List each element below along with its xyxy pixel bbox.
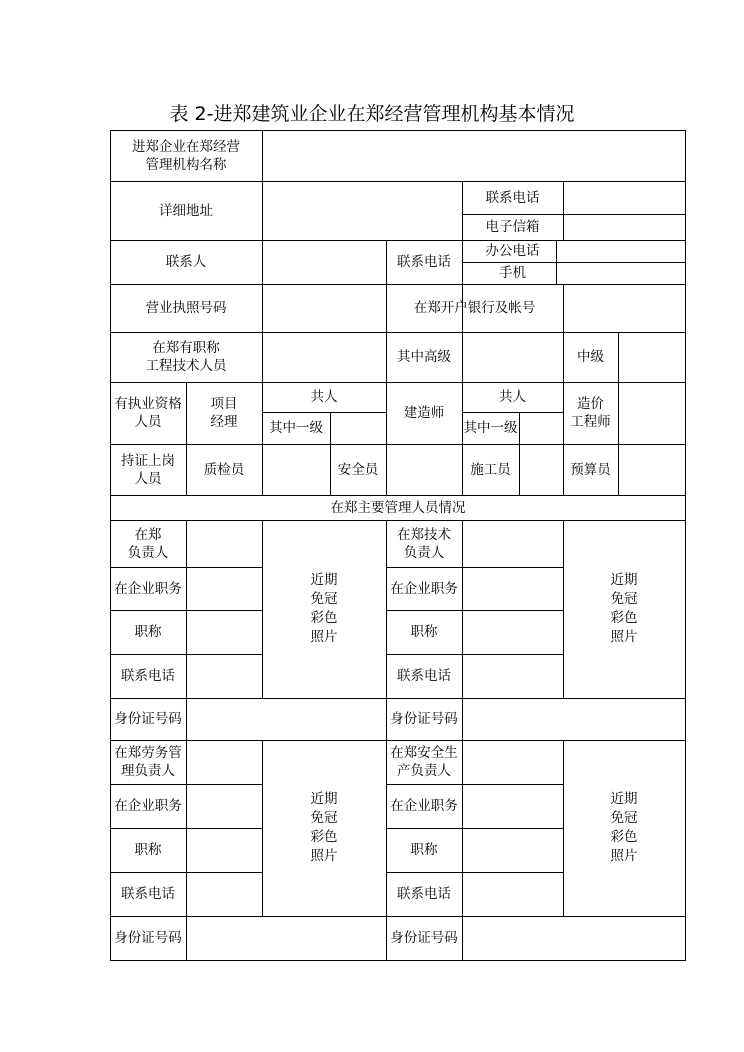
mobile-label: 手机: [499, 265, 526, 281]
title-label: 职称: [134, 842, 162, 858]
safety-label: 安全员: [337, 461, 379, 478]
senior-label: 其中高级: [397, 349, 451, 365]
tech-staff-label: 在郑有职称 工程技术人员: [145, 340, 227, 374]
col-line: [462, 520, 463, 698]
col-line: [186, 520, 187, 698]
col-line: [186, 698, 187, 961]
id-number-label: 身份证号码: [114, 930, 182, 946]
contact-label: 联系人: [165, 254, 207, 270]
office-phone-label: 办公电话: [485, 243, 540, 259]
cost-engineer-label: 造价 工程师: [570, 396, 611, 430]
title-label: 职称: [410, 624, 438, 640]
photo-placeholder: 近期 免冠 彩色 照片: [610, 791, 638, 864]
title-label: 职称: [410, 842, 438, 858]
table-border: [110, 960, 686, 961]
builder-label: 施工员: [470, 461, 511, 478]
id-number-label: 身份证号码: [114, 711, 182, 727]
col-line: [618, 332, 619, 495]
position-label: 在企业职务: [114, 798, 182, 814]
license-label: 营业执照号码: [145, 300, 227, 316]
qualified-label: 有执业资格 人员: [114, 396, 182, 430]
photo-placeholder: 近期 免冠 彩色 照片: [610, 572, 638, 645]
id-number-label: 身份证号码: [390, 711, 458, 727]
table-border: [685, 130, 686, 961]
email-label: 电子信箱: [485, 219, 540, 235]
page-title: 表 2-进郑建筑业企业在郑经营管理机构基本情况: [169, 103, 575, 125]
middle-label: 中级: [577, 349, 604, 365]
budget-label: 预算员: [570, 461, 611, 478]
certified-label: 持证上岗 人员: [121, 452, 175, 487]
role-label: 在郑劳务管 理负责人: [114, 745, 182, 779]
photo-placeholder: 近期 免冠 彩色 照片: [310, 572, 338, 645]
total-people-1: 共人: [310, 389, 338, 405]
position-label: 在企业职务: [390, 580, 458, 597]
position-label: 在企业职务: [114, 580, 182, 597]
role-label: 在郑安全生 产负责人: [390, 745, 458, 779]
constructor-label: 建造师: [403, 405, 445, 421]
phone-label: 联系电话: [121, 668, 175, 684]
col-line: [563, 284, 564, 332]
qc-label: 质检员: [203, 461, 245, 478]
address-label: 详细地址: [159, 202, 213, 219]
phone-label: 联系电话: [121, 886, 175, 902]
col-line: [462, 698, 463, 961]
pm-label: 项目 经理: [210, 396, 238, 430]
phone-label: 联系电话: [485, 189, 540, 206]
col-line: [563, 181, 564, 240]
id-number-label: 身份证号码: [390, 930, 458, 946]
title-label: 职称: [134, 624, 162, 640]
contact-phone-label: 联系电话: [397, 254, 451, 270]
phone-label: 联系电话: [397, 886, 451, 902]
role-label: 在郑技术 负责人: [397, 526, 451, 561]
phone-label: 联系电话: [397, 668, 451, 684]
total-people-2: 共人: [499, 389, 526, 405]
grade1-label-2: 其中一级: [463, 420, 518, 436]
org-name-label: 进郑企业在郑经营 管理机构名称: [132, 138, 240, 173]
role-label: 在郑 负责人: [127, 526, 169, 561]
bank-label: 在郑开户银行及帐号: [413, 300, 536, 316]
col-line: [519, 412, 520, 495]
grade1-label-1: 其中一级: [269, 420, 323, 436]
position-label: 在企业职务: [390, 798, 458, 814]
section-title: 在郑主要管理人员情况: [330, 499, 466, 516]
photo-placeholder: 近期 免冠 彩色 照片: [310, 791, 338, 864]
